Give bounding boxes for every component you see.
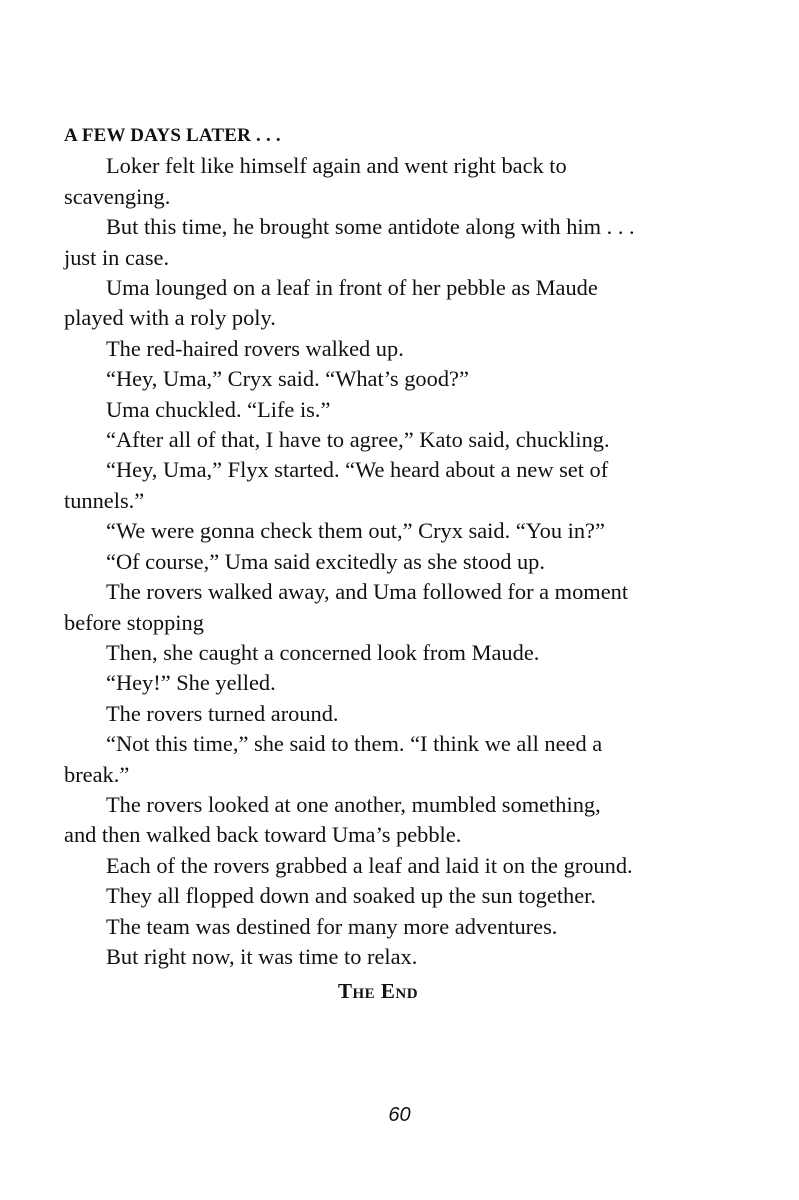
paragraph-line: Each of the rovers grabbed a leaf and laid it on the ground. [106, 852, 633, 878]
story-paragraph [64, 638, 692, 668]
story-paragraph [64, 395, 692, 425]
story-paragraph [64, 851, 692, 881]
story-paragraph [64, 912, 692, 942]
paragraph-line: They all flopped down and soaked up the sun together. [106, 883, 596, 909]
story-paragraph [64, 151, 692, 212]
story-paragraph [64, 729, 692, 790]
paragraph-line: tunnels.” [64, 487, 145, 513]
paragraph-line: But this time, he brought some antidote along with him . . . [106, 214, 635, 240]
section-heading: A FEW DAYS LATER . . . [64, 125, 281, 146]
story-paragraph [64, 516, 692, 546]
story-paragraph [64, 547, 692, 577]
paragraph-line: break.” [64, 761, 130, 787]
story-paragraph [64, 212, 692, 273]
the-end-label: The End [337, 979, 419, 1004]
story-paragraph [64, 364, 692, 394]
paragraph-line: “After all of that, I have to agree,” Kato said, chuckling. [106, 427, 610, 453]
paragraph-line: The rovers looked at one another, mumbled something, [106, 791, 601, 817]
paragraph-line: “Not this time,” she said to them. “I think we all need a [106, 731, 603, 757]
paragraph-line: The team was destined for many more adventures. [106, 913, 558, 939]
paragraph-line: But right now, it was time to relax. [106, 943, 418, 969]
story-paragraph [64, 668, 692, 698]
paragraph-line: Then, she caught a concerned look from Maude. [106, 639, 540, 665]
story-paragraph [64, 577, 692, 638]
story-text [64, 151, 692, 972]
story-paragraph [64, 790, 692, 851]
paragraph-line: Uma lounged on a leaf in front of her pebble as Maude [106, 275, 598, 301]
story-paragraph [64, 881, 692, 911]
paragraph-line: “Hey!” She yelled. [106, 670, 276, 696]
paragraph-line: before stopping [64, 609, 204, 635]
story-paragraph [64, 942, 692, 972]
story-paragraph [64, 699, 692, 729]
paragraph-line: Loker felt like himself again and went right back to [106, 153, 567, 179]
page-number: 60 [388, 1104, 411, 1126]
paragraph-line: scavenging. [64, 183, 171, 209]
paragraph-line: “We were gonna check them out,” Cryx said. “You in?” [106, 518, 605, 544]
paragraph-line: The red-haired rovers walked up. [106, 335, 404, 361]
page-body [64, 121, 692, 1008]
paragraph-line: “Of course,” Uma said excitedly as she stood up. [106, 548, 545, 574]
story-paragraph [64, 334, 692, 364]
paragraph-line: “Hey, Uma,” Cryx said. “What’s good?” [106, 366, 469, 392]
paragraph-line: Uma chuckled. “Life is.” [106, 396, 331, 422]
story-paragraph [64, 273, 692, 334]
paragraph-line: and then walked back toward Uma’s pebble. [64, 822, 462, 848]
paragraph-line: “Hey, Uma,” Flyx started. “We heard about a new set of [106, 457, 609, 483]
story-paragraph [64, 425, 692, 455]
paragraph-line: The rovers turned around. [106, 700, 339, 726]
paragraph-line: The rovers walked away, and Uma followed for a moment [106, 579, 629, 605]
story-paragraph [64, 455, 692, 516]
paragraph-line: just in case. [64, 244, 170, 270]
paragraph-line: played with a roly poly. [64, 305, 276, 331]
